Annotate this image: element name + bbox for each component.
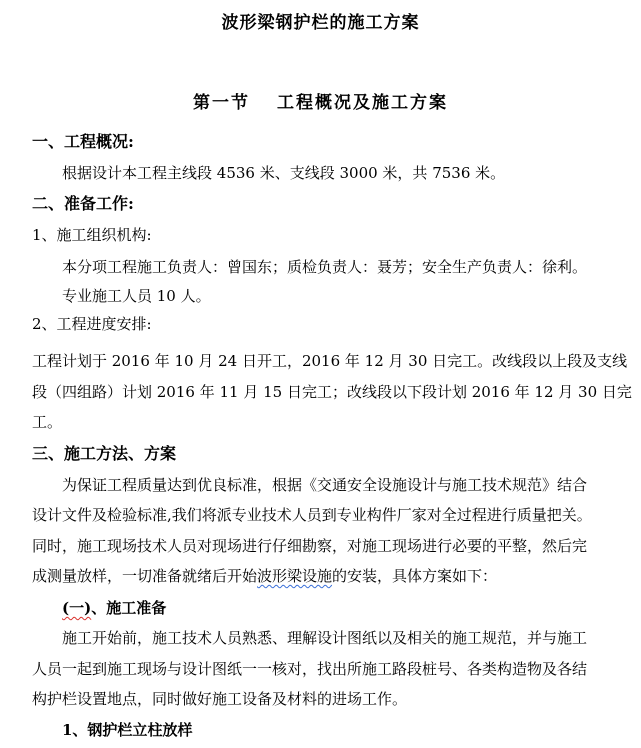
organization-paragraph-2: 专业施工人员 10 人。 — [62, 287, 211, 305]
overview-paragraph: 根据设计本工程主线段 4536 米、支线段 3000 米，共 7536 米。 — [62, 164, 506, 182]
subheading-post-layout: 1、钢护栏立柱放样 — [62, 721, 193, 739]
preparation-line-2: 人员一起到施工现场与设计图纸一一核对，找出所施工路段桩号、各类构造物及各结 — [32, 660, 588, 678]
heading-preparation: 二、准备工作: — [32, 194, 134, 213]
method-line-4-end: 的安装，具体方案如下： — [332, 567, 498, 585]
document-title: 波形梁钢护栏的施工方案 — [221, 13, 420, 33]
heading-organization: 1、施工组织机构: — [32, 226, 152, 244]
heading-schedule: 2、工程进度安排: — [32, 315, 152, 333]
schedule-line-3: 工。 — [32, 413, 63, 431]
subheading-preparation-text: 、施工准备 — [91, 599, 167, 617]
organization-paragraph-1: 本分项工程施工负责人：曾国东；质检负责人：聂芳；安全生产负责人：徐利。 — [62, 258, 588, 276]
method-line-3: 同时，施工现场技术人员对现场进行仔细勘察，对施工现场进行必要的平整，然后完 — [32, 537, 588, 555]
schedule-line-2: 段（四组路）计划 2016 年 11 月 15 日完工；改线段以下段计划 2016 年 12 月 30 日完 — [32, 383, 632, 401]
method-line-4 — [32, 565, 497, 587]
schedule-line-1: 工程计划于 2016 年 10 月 24 日开工，2016 年 12 月 30 日完工。改线段以上段及支线 — [32, 352, 628, 370]
method-line-1: 为保证工程质量达到优良标准，根据《交通安全设施设计与施工技术规范》结合 — [62, 476, 588, 494]
method-line-4-marked: 波形梁设施 — [257, 567, 333, 585]
method-line-2: 设计文件及检验标准,我们将派专业技术人员到专业构件厂家对全过程进行质量把关。 — [32, 506, 592, 524]
heading-method: 三、施工方法、方案 — [32, 444, 177, 463]
heading-overview: 一、工程概况: — [32, 132, 134, 151]
method-line-4-start: 成测量放样，一切准备就绪后开始 — [32, 567, 258, 585]
subheading-preparation-number: (一) — [62, 599, 92, 617]
preparation-line-3: 构护栏设置地点，同时做好施工设备及材料的进场工作。 — [32, 690, 408, 708]
preparation-line-1: 施工开始前，施工技术人员熟悉、理解设计图纸以及相关的施工规范，并与施工 — [62, 629, 588, 647]
subheading-preparation — [62, 597, 166, 619]
section-title: 第一节 工程概况及施工方案 — [193, 93, 448, 113]
